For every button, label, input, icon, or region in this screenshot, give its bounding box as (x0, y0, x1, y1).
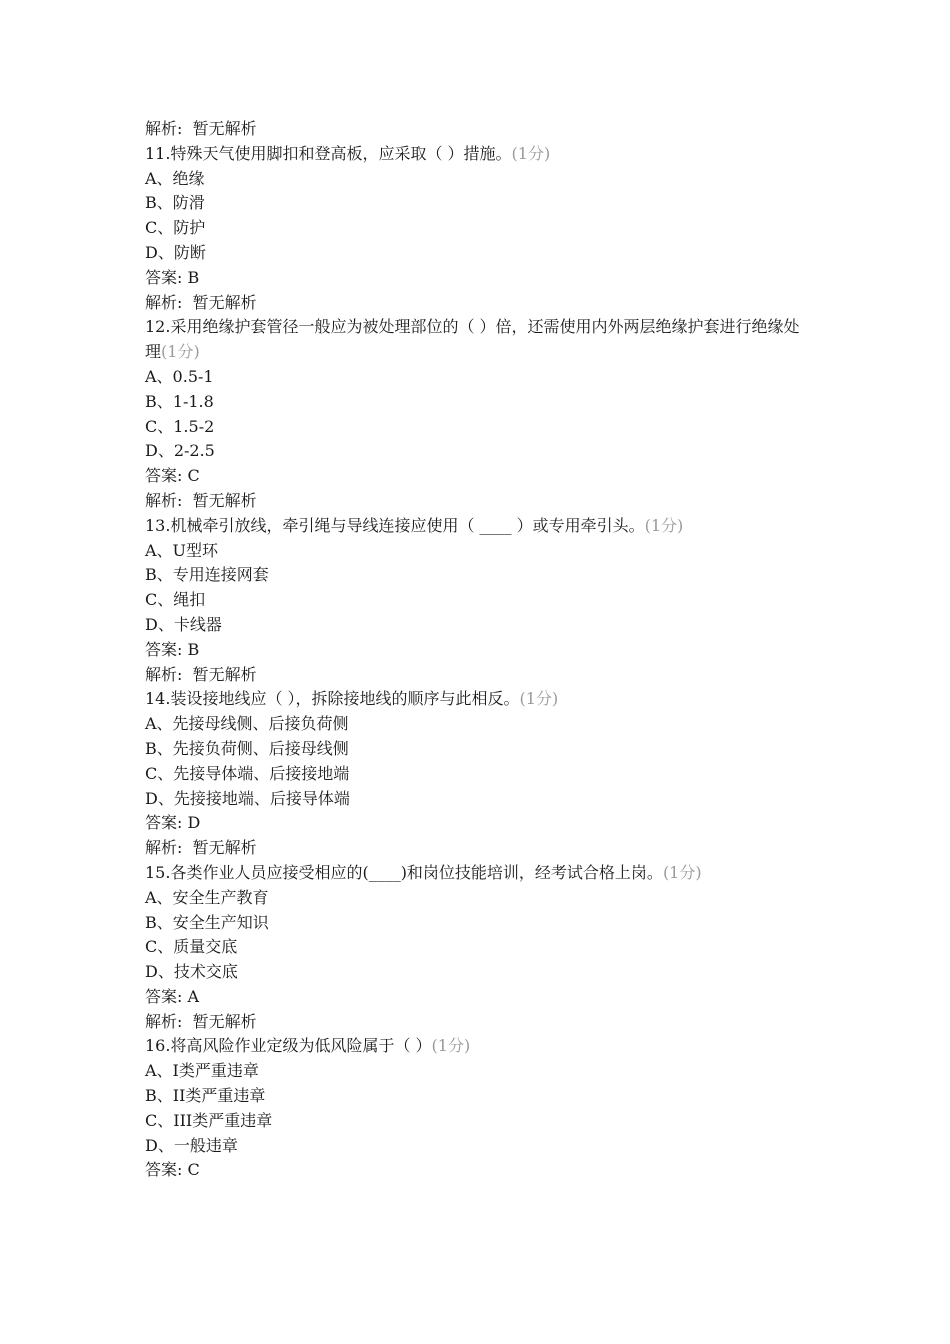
option-d: D、先接接地端、后接导体端 (145, 788, 350, 808)
analysis-line: 解析: 暂无解析 (145, 490, 257, 510)
question-title: 11.特殊天气使用脚扣和登高板，应采取（ ）措施。(1分) (145, 143, 551, 163)
option-d: D、2-2.5 (145, 441, 215, 461)
option-c: C、绳扣 (145, 590, 206, 610)
option-d: D、防断 (145, 242, 206, 262)
option-a: A、0.5-1 (145, 366, 214, 386)
answer-line: 答案: C (145, 466, 200, 486)
analysis-line: 解析: 暂无解析 (145, 838, 257, 858)
option-c: C、III类严重违章 (145, 1110, 273, 1130)
question-title: 12.采用绝缘护套管径一般应为被处理部位的（ ）倍，还需使用内外两层绝缘护套进行绝缘处理(1分) (145, 317, 800, 362)
question-title: 14.装设接地线应（ ），拆除接地线的顺序与此相反。(1分) (145, 689, 559, 709)
answer-line: 答案: A (145, 986, 200, 1006)
analysis-line: 解析: 暂无解析 (145, 119, 257, 138)
option-b: B、先接负荷侧、后接母线侧 (145, 738, 349, 758)
option-d: D、技术交底 (145, 962, 238, 982)
option-a: A、先接母线侧、后接负荷侧 (145, 714, 349, 734)
analysis-line: 解析: 暂无解析 (145, 664, 257, 684)
option-c: C、质量交底 (145, 937, 238, 957)
option-a: A、I类严重违章 (145, 1061, 259, 1081)
option-c: C、先接导体端、后接接地端 (145, 763, 350, 783)
option-c: C、1.5-2 (145, 416, 215, 436)
option-d: D、卡线器 (145, 614, 222, 634)
option-b: B、安全生产知识 (145, 912, 269, 932)
option-b: B、防滑 (145, 193, 205, 213)
option-a: A、安全生产教育 (145, 887, 269, 907)
option-b: B、II类严重违章 (145, 1086, 266, 1106)
question-title: 15.各类作业人员应接受相应的(____)和岗位技能培训，经考试合格上岗。(1分) (145, 862, 702, 882)
answer-line: 答案: C (145, 1160, 200, 1180)
analysis-line: 解析: 暂无解析 (145, 1011, 257, 1031)
option-a: A、绝缘 (145, 168, 205, 188)
option-b: B、1-1.8 (145, 391, 214, 411)
question-title: 16.将高风险作业定级为低风险属于（ ）(1分) (145, 1036, 471, 1056)
option-d: D、一般违章 (145, 1135, 238, 1155)
option-b: B、专用连接网套 (145, 565, 269, 585)
analysis-line: 解析: 暂无解析 (145, 292, 257, 312)
answer-line: 答案: B (145, 639, 200, 659)
answer-line: 答案: B (145, 267, 200, 287)
option-c: C、防护 (145, 218, 206, 238)
question-list (145, 117, 815, 1183)
option-a: A、U型环 (145, 540, 219, 560)
question-title: 13.机械牵引放线，牵引绳与导线连接应使用（ ____ ）或专用牵引头。(1分) (145, 515, 684, 535)
answer-line: 答案: D (145, 813, 201, 833)
